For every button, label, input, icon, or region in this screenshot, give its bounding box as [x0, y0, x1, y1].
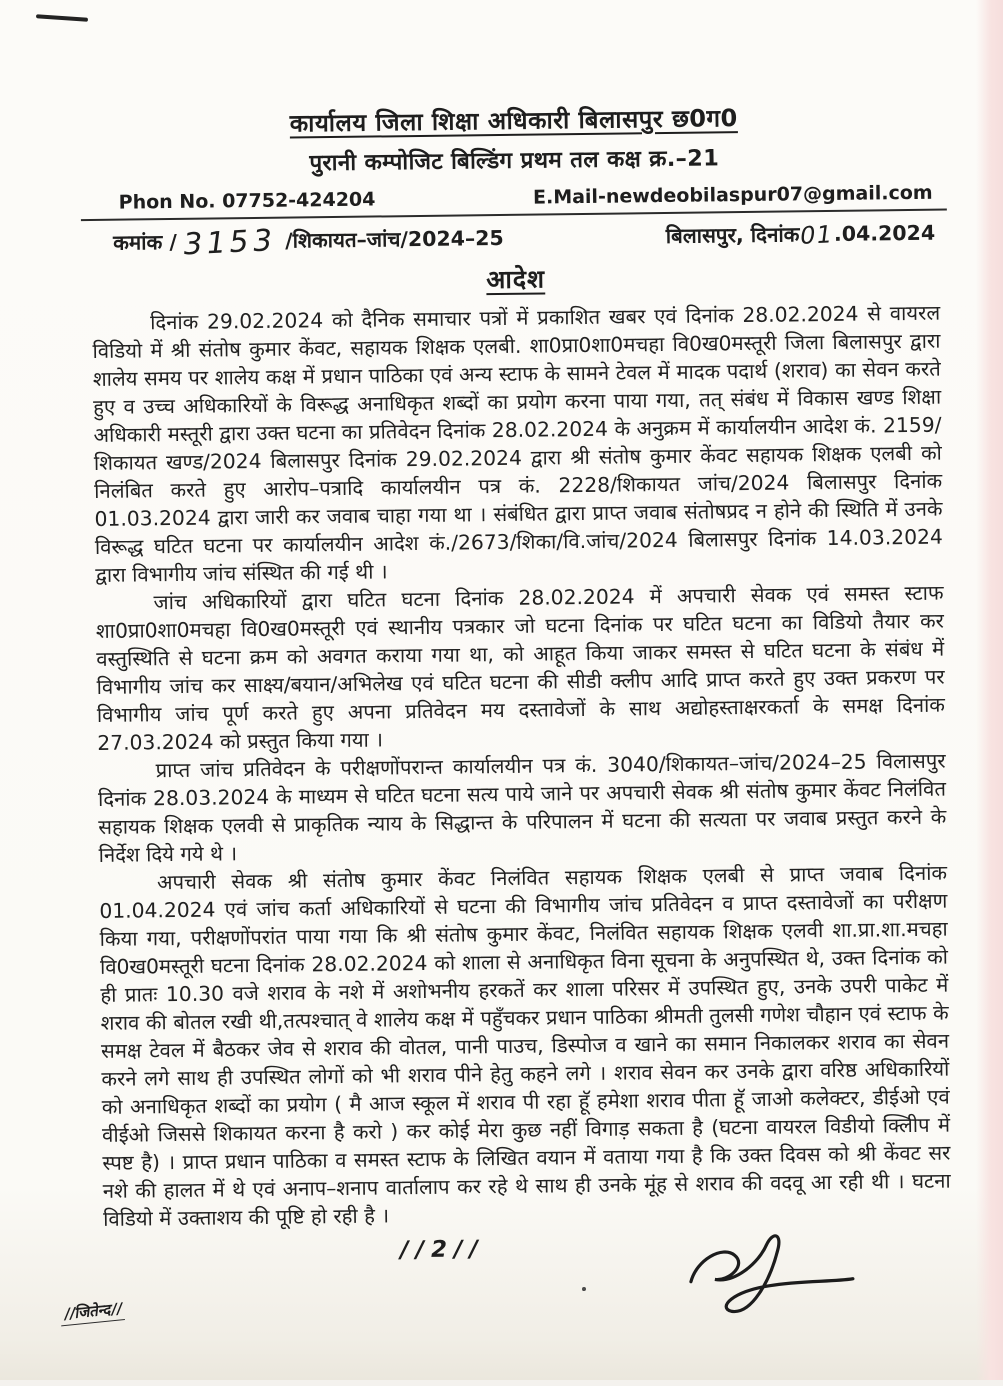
signature-scribble	[676, 1228, 867, 1334]
paragraph-3: प्राप्त जांच प्रतिवेदन के परीक्षणोंपरान्त कार्यालयीन पत्र कं. 3040/शिकायत–जांच/2024–25 विलासपुर दिनांक 28.03.2024 के माध्यम से घटित घटना सत्य पाये जाने पर अपचारी सेवक श्री संतोष कुमार केंवट निलंवित सहायक शिक्षक एलवी से प्राकृतिक न्याय के सिद्धान्त के परिपालन में घटना की सत्यता पर जवाब प्रस्तुत करने के निर्देश दिये गये थे ।	[97, 748, 947, 867]
paragraph-2: जांच अधिकारियों द्वारा घटित घटना दिनांक 28.02.2024 में अपचारी सेवक एवं समस्त स्टाफ शा0प्रा0शा0मचहा वि0ख0मस्तूरी एवं स्थानीय पत्रकार जो घटना दिनांक पर घटित घटना का विडियो तैयार कर वस्तुस्थिति से घटना क्रम को अवगत कराया गया था, को आहूत किया जाकर समस्त से घटित घटना के संबंध में विभागीय जांच कर साक्ष्य/बयान/अभिलेख एवं घटित घटना की सीडी क्लीप आदि प्राप्त करते हुए उक्त प्रकरण पर विभागीय जांच पूर्ण करते हुए अपना प्रतिवेदन मय दस्तावेजों के साथ अद्योहस्ताक्षरकर्ता के समक्ष दिनांक 27.03.2024 को प्रस्तुत किया गया ।	[95, 580, 946, 755]
page-number: //2//	[400, 1236, 485, 1264]
kramank-number-handwritten: 3153	[180, 223, 278, 263]
office-address-line: पुरानी कम्पोजिट बिल्डिंग प्रथम तल कक्ष क्र.–21	[309, 145, 720, 177]
paragraph-4: अपचारी सेवक श्री संतोष कुमार केंवट निलंवित सहायक शिक्षक एलबी से प्राप्त जवाब दिनांक 01.04.2024 एवं जांच कर्ता अधिकारियों से घटना की विभागीय जांच प्रतिवेदन व प्राप्त दस्तावेजों का परीक्षण किया गया, परीक्षणोंपरांत पाया गया कि श्री संतोष कुमार केंवट, निलंवित सहायक शिक्षक एलवी शा.प्रा.शा.मचहा वि0ख0मस्तूरी घटना दिनांक 28.02.2024 को शाला से अनाधिकृत विना सूचना के अनुपस्थित थे, उक्त दिनांक को ही प्रातः 10.30 वजे शराव के नशे में अशोभनीय हरकतें कर शाला परिसर में उपस्थित हुए, उनके उपरी पाकेट में शराव की बोतल रखी थी,तत्पश्चात् वे शालेय कक्ष में पहुँचकर प्रधान पाठिका श्रीमती तुलसी गणेश चौहान एवं स्टाफ के समक्ष टेवल में बैठकर जेव से शराव की वोतल, पानी पाउच, डिस्पोज व खाने का समान निकालकर शराव का सेवन करने लगे साथ ही उपस्थित लोगों को भी शराव पीने हेतु कहने लगे । शराव सेवन कर उनके द्वारा वरिष्ठ अधिकारियों को अनाधिकृत शब्दों का प्रयोग ( मै आज स्कूल में शराव पी रहा हूॅ हमेशा शराव पीता हूॅ जाओ कलेक्टर, डीईओ एवं वीईओ जिससे शिकायत करना है करो ) कर कोई मेरा कुछ नहीं विगाड़ सकता है (घटना वायरल विडीयो क्लिीप में स्पष्ट है) । प्राप्त प्रधान पाठिका व समस्त स्टाफ के लिखित वयान में वताया गया है कि उक्त दिवस को श्री केंवट सर नशे की हालत में थे एवं अनाप–शनाप वार्तालाप कर रहे थे साथ ही उनके मूंह से शराव की वदवू आ रही थी । घटना विडियो में उक्ताशय की पूष्टि हो रही है ।	[99, 860, 951, 1231]
date-day-handwritten: 01	[798, 220, 835, 250]
order-heading: आदेश	[486, 264, 546, 295]
kramank-suffix: /शिकायत–जांच/2024–25	[285, 225, 504, 253]
scan-dot-mark	[582, 1287, 586, 1291]
place-and-date	[666, 218, 936, 250]
kramank-label: कमांक /	[113, 229, 178, 255]
order-body	[92, 299, 951, 1233]
office-title: कार्यालय जिला शिक्षा अधिकारी बिलासपुर छ0ग0	[289, 104, 738, 138]
place-date-label: बिलासपुर, दिनांक	[665, 222, 800, 248]
letter-number	[113, 218, 504, 263]
date-suffix: .04.2024	[833, 220, 936, 246]
paragraph-1: दिनांक 29.02.2024 को दैनिक समाचार पत्रों में प्रकाशित खबर एवं दिनांक 28.02.2024 से वायरल विडियो में श्री संतोष कुमार केंवट, सहायक शिक्षक एलबी. शा0प्रा0शा0मचहा वि0ख0मस्तूरी जिला बिलासपुर द्वारा शालेय समय पर शालेय कक्ष में प्रधान पाठिका एवं अन्य स्टाफ के सामने टेवल में मादक पदार्थ (शराव) का सेवन करते हुए व उच्च अधिकारियों के विरूद्ध अनाधिकृत शब्दों का प्रयोग करना पाया गया, तत् संबंध में विकास खण्ड शिक्षा अधिकारी मस्तूरी द्वारा उक्त घटना का प्रतिवेदन दिनांक 28.02.2024 के अनुक्रम में कार्यालयीन आदेश कं. 2159/शिकायत खण्ड/2024 बिलासपुर दिनांक 29.02.2024 द्वारा श्री संतोष कुमार केंवट सहायक शिक्षक एलबी को निलंबित करते हुए आरोप–पत्रादि कार्यालयीन पत्र कं. 2228/शिकायत जांच/2024 बिलासपुर दिनांक 01.03.2024 द्वारा जारी कर जवाब चाहा गया था । संबंधित द्वारा प्राप्त जवाब संतोषप्रद न होने की स्थिति में उनके विरूद्ध घटित घटना पर कार्यालयीन आदेश कं./2673/शिका/वि.जांच/2024 बिलासपुर दिनांक 14.03.2024 द्वारा विभागीय जांच संस्थित की गई थी ।	[92, 300, 943, 587]
contact-row	[91, 182, 939, 214]
email-address: E.Mail-newdeobilaspur07@gmail.com	[532, 181, 933, 209]
phone-number: Phon No. 07752-424204	[118, 188, 376, 214]
reference-row	[91, 213, 939, 261]
footer-row	[63, 1225, 952, 1355]
left-margin-handwritten-note: //जितेन्द//	[61, 1298, 127, 1327]
signature-icon	[676, 1228, 867, 1330]
